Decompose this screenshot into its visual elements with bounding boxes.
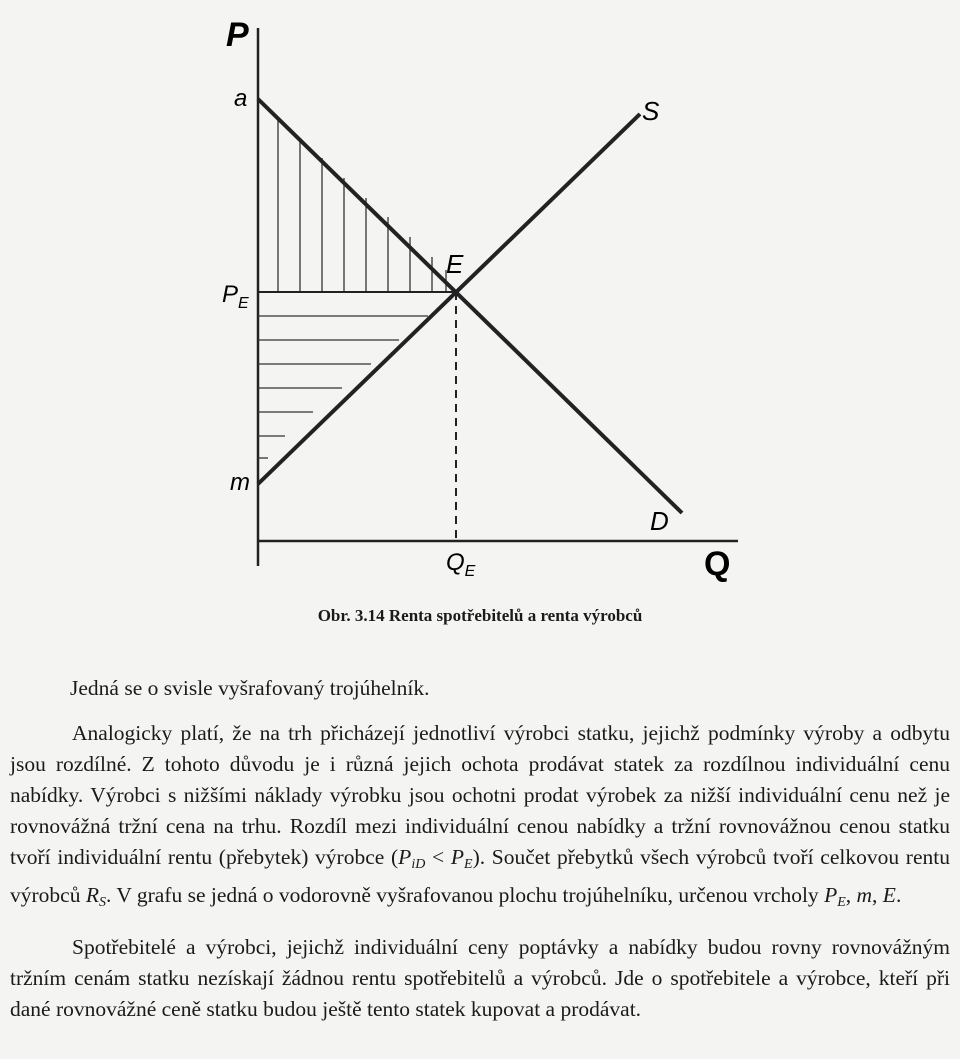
p2-piD-sub: iD bbox=[411, 857, 426, 872]
p2-rs-sub: S bbox=[98, 895, 106, 910]
price-axis-label: P bbox=[226, 16, 249, 54]
p2-text-1: Analogicky platí, že na trh přicházejí jednotliví výrobci statku, jejichž podmínky výroby a odbytu jsou rozdílné. Z tohoto důvodu je i různá jejich ochota prodávat statek za rozdílnou individuální cenu nabídky. Výrobci s nižšími náklady výrobku jsou ochotni prodat výrobek za nižší individuální cenu než je rovnovážná tržní cena na trhu. Rozdíl mezi individuální cenou nabídky a tržní rovnovážnou cenou statku tvoří individuální rentu (přebytek) výrobce ( bbox=[10, 721, 950, 869]
equilibrium-point-label: E bbox=[446, 249, 464, 279]
p2-pe: P bbox=[450, 845, 464, 869]
equilibrium-quantity-label: $Q_E$ bbox=[446, 549, 476, 580]
p2-sep1: , bbox=[845, 883, 857, 907]
demand-curve bbox=[258, 99, 682, 513]
p2-v1: P bbox=[824, 883, 838, 907]
p2-v2: m bbox=[856, 883, 873, 907]
supply-curve bbox=[258, 114, 640, 484]
equilibrium-price-label: $P_E$ bbox=[222, 281, 249, 312]
point-m-label: m bbox=[230, 469, 250, 496]
p2-piD: P bbox=[398, 845, 412, 869]
p2-rs: R bbox=[85, 883, 99, 907]
p2-text-2: ). Součet přebytků všech výrobců tvoří celkovou rentu výrobců bbox=[10, 845, 950, 907]
p2-end: . bbox=[895, 883, 902, 907]
p2-pe-sub: E bbox=[464, 857, 473, 872]
figure-caption: Obr. 3.14 Renta spotřebitelů a renta výrobců bbox=[317, 606, 643, 625]
supply-label: S bbox=[642, 96, 660, 126]
quantity-axis-label: Q bbox=[704, 545, 731, 583]
p2-sep2: , bbox=[872, 883, 883, 907]
paragraph-producer-surplus bbox=[10, 718, 950, 918]
p2-text-3: . V grafu se jedná o vodorovně vyšrafovanou plochu trojúhelníku, určenou vrcholy bbox=[105, 883, 825, 907]
p2-v1-sub: E bbox=[837, 895, 846, 910]
p2-v3: E bbox=[882, 883, 896, 907]
paragraph-vertical-hatch: Jedná se o svisle vyšrafovaný trojúhelník. bbox=[70, 676, 430, 700]
paragraph-no-rent: Spotřebitelé a výrobci, jejichž individuální ceny poptávky a nabídky budou rovny rovnovážným tržním cenám statku nezískají žádnou rentu spotřebitelů a výrobců. Jde o spotřebitele a výrobce, kteří při dané rovnovážné ceně statku budou ještě tento statek kupovat a prodávat. bbox=[10, 935, 950, 1021]
demand-label: D bbox=[650, 506, 669, 536]
point-a-label: a bbox=[234, 85, 248, 112]
p2-lt: < bbox=[425, 845, 451, 869]
producer-surplus-hatch bbox=[258, 316, 428, 458]
